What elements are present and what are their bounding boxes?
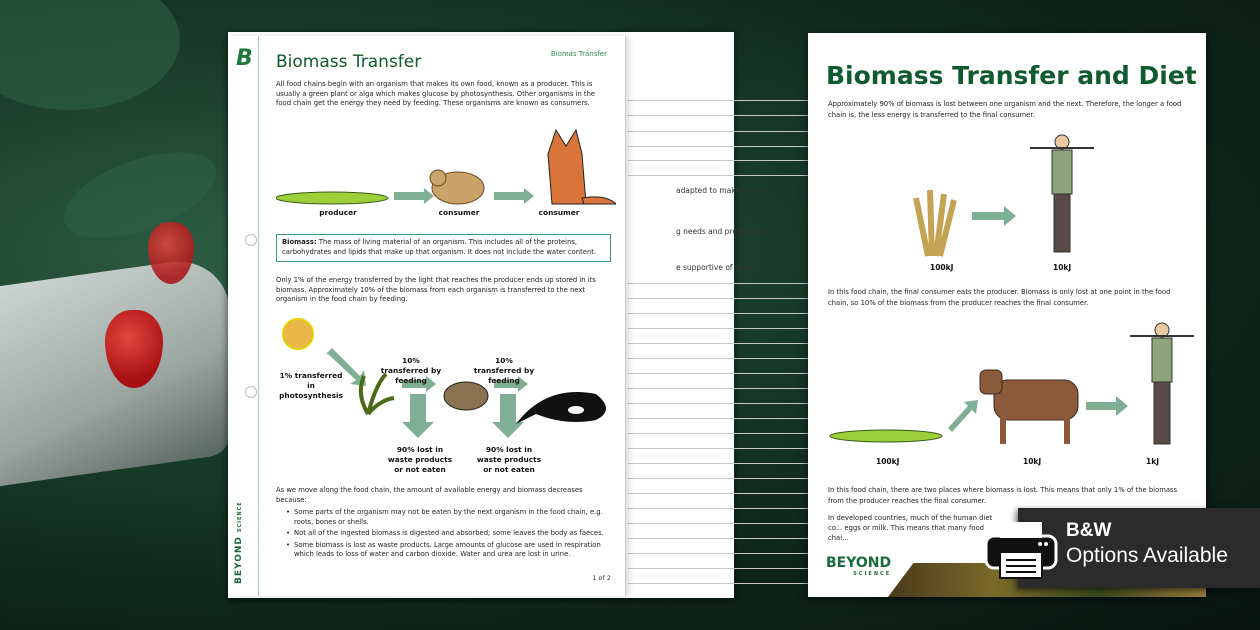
decrease-paragraph: As we move along the food chain, the amount of available energy and biomass decreases because: (276, 486, 583, 504)
page-number: 1 of 2 (592, 574, 611, 582)
feeding-label: 10% transferred by feeding (380, 356, 442, 385)
photosynthesis-label: 1% transferred in photosynthesis (279, 371, 343, 400)
down-arrow-icon (402, 394, 434, 438)
running-header: Biomas Transfer (550, 50, 607, 58)
feeding-label: 10% transferred by feeding (473, 356, 535, 385)
chain2-paragraph: In this food chain, there are two places where biomass is lost. This means that only 1% of the biomass from the producer reaches the final consumer. (828, 486, 1178, 505)
list-item: • Some biomass is lost as waste products. Large amounts of glucose are used in respiration which leads to loss of water and carbon dioxide. Water and urea are lost in urine. (294, 541, 611, 560)
margin-line (258, 36, 259, 596)
grass-producer-icon (276, 192, 388, 204)
down-arrow-icon (492, 394, 524, 438)
leaf-decor (53, 135, 227, 256)
printer-icon (984, 518, 1058, 582)
chain2-diagram (808, 318, 1206, 448)
definition-box (276, 234, 611, 262)
leaf-decor (0, 0, 180, 110)
diet-paragraph: In developed countries, much of the human diet co... eggs or milk. This means that many food chai... (828, 514, 993, 542)
biomass-transfer-worksheet (228, 36, 626, 596)
back-text: e supportive of them. (676, 263, 757, 272)
back-text: g needs and preferences; (676, 227, 772, 236)
farmer-icon (1055, 135, 1069, 149)
energy-paragraph: Only 1% of the energy transferred by the light that reaches the producer ends up stored in its biomass. Approximately 10% of the biomass from each organism is transferred to the next organism in the food chain by feeding. (276, 276, 596, 304)
beyond-science-logo: BEYOND SCIENCE (826, 555, 892, 577)
sun-icon (283, 319, 313, 349)
definition-text: The mass of living material of an organism. This includes all of the proteins, carbohydrates and lipids that make up that organism. It does not include the water content. (282, 238, 597, 256)
energy-label: 1kJ (1146, 457, 1159, 466)
energy-label: 100kJ (876, 457, 900, 466)
page-title: Biomass Transfer and Diet (826, 61, 1197, 90)
punch-hole (245, 234, 257, 246)
beyond-logo-icon: B (236, 46, 253, 71)
energy-label: 100kJ (930, 263, 954, 272)
fox-icon (548, 130, 586, 204)
badge-title: B&W (1066, 520, 1112, 541)
food-chain-diagram (276, 124, 616, 214)
list-item: • Some parts of the organism may not be eaten by the next organism in the food chain, e.g. roots, bones or shells. (294, 508, 611, 527)
back-text: adapted to make it more (676, 186, 770, 195)
bw-options-badge (1018, 508, 1260, 588)
intro-paragraph: All food chains begin with an organism that makes its own food, known as a producer. This is usually a green plant or alga which makes glucose by photosynthesis. Other organisms in the food chain get the energy they need by feeding. These organisms are known as consumers. (276, 80, 596, 108)
turtle-icon (444, 382, 488, 410)
chain1-paragraph: In this food chain, the final consumer eats the producer. Biomass is only lost at one point in the food chain, so 10% of the biomass from the producer reaches the final consumer. (828, 288, 1171, 307)
chain1-diagram (808, 128, 1206, 258)
consumer-label: consumer (438, 208, 480, 217)
arrow-icon (1086, 396, 1128, 416)
reasons-list (284, 508, 611, 562)
arrow-icon (394, 188, 434, 204)
consumer-label: consumer (538, 208, 580, 217)
loss-label: 90% lost in waste products or not eaten (387, 445, 453, 474)
punch-hole (245, 386, 257, 398)
energy-label: 10kJ (1053, 263, 1072, 272)
loss-label: 90% lost in waste products or not eaten (476, 445, 542, 474)
arrow-icon (494, 188, 534, 204)
cow-icon (994, 380, 1078, 420)
arrow-icon (948, 400, 978, 432)
producer-label: producer (319, 208, 357, 217)
page-title: Biomass Transfer (276, 52, 422, 72)
definition-term: Biomass: (282, 238, 317, 246)
grass-producer-icon (830, 430, 942, 442)
intro-paragraph: Approximately 90% of biomass is lost between one organism and the next. Therefore, the longer a food chain is, the less energy is transferred to the final consumer. (828, 100, 1182, 119)
arrow-icon (972, 206, 1016, 226)
list-item: • Not all of the ingested biomass is digested and absorbed; some leaves the body as faeces. (294, 529, 611, 539)
badge-subtitle: Options Available (1066, 544, 1228, 567)
wheat-icon (916, 190, 954, 256)
beyond-science-logo: BEYONDSCIENCE (234, 501, 244, 584)
orca-icon (516, 392, 606, 424)
farmer-icon (1155, 323, 1169, 337)
energy-label: 10kJ (1023, 457, 1042, 466)
